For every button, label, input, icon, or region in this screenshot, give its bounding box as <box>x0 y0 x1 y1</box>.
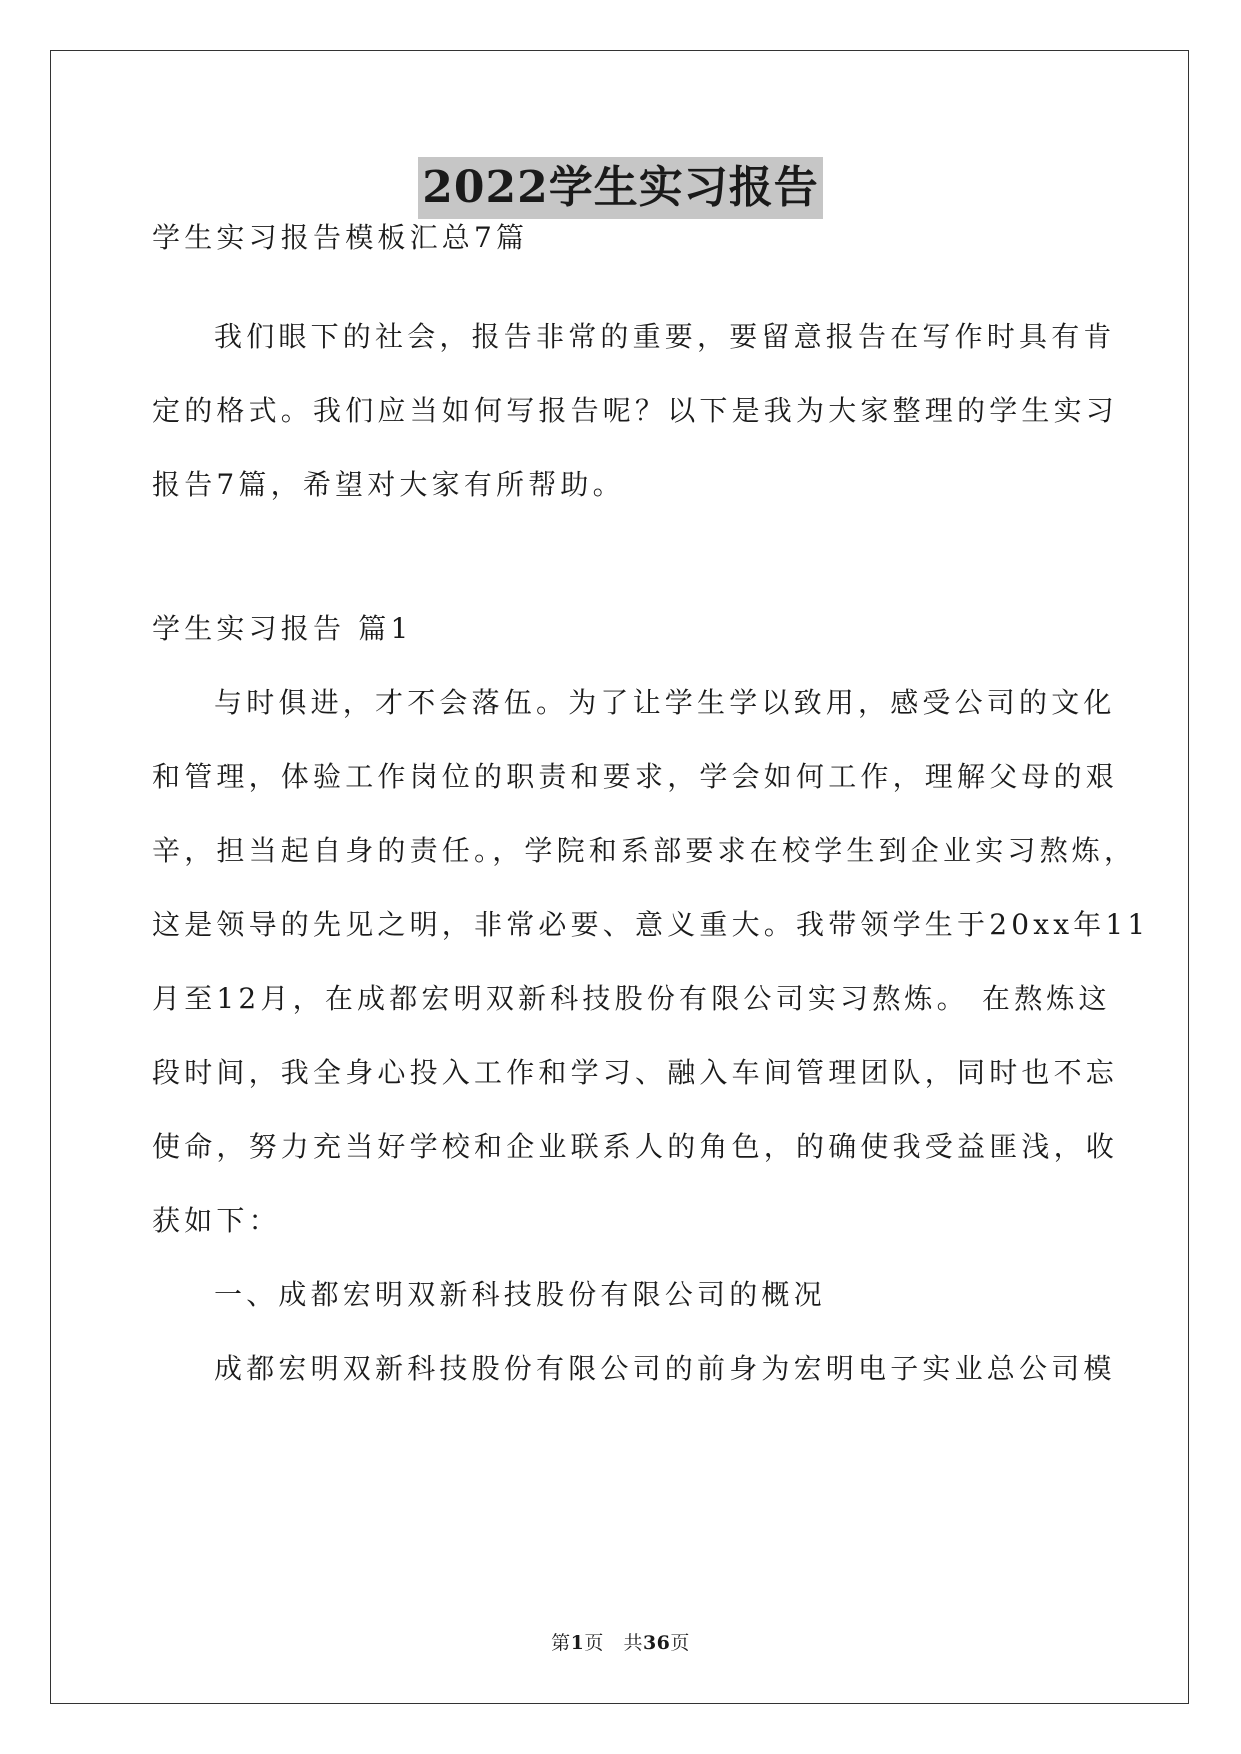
paragraph-line: 辛，担当起自身的责任。，学院和系部要求在校学生到企业实习熬炼， <box>152 834 1137 867</box>
current-page-number: 1 <box>570 1632 585 1654</box>
document-title: 2022学生实习报告 <box>418 157 822 219</box>
intro-line: 我们眼下的社会，报告非常的重要，要留意报告在写作时具有肯 <box>214 320 1116 353</box>
paragraph-line: 这是领导的先见之明，非常必要、意义重大。我带领学生于20xx年11 <box>152 908 1150 941</box>
paragraph-line: 月至12月，在成都宏明双新科技股份有限公司实习熬炼。 在熬炼这 <box>152 982 1111 1015</box>
document-subtitle: 学生实习报告模板汇总7篇 <box>152 221 529 254</box>
footer-suffix: 页 <box>670 1632 690 1654</box>
paragraph-line: 和管理，体验工作岗位的职责和要求，学会如何工作，理解父母的艰 <box>152 760 1119 793</box>
document-body <box>152 0 1150 1600</box>
paragraph-line: 获如下： <box>152 1204 281 1237</box>
paragraph-line: 成都宏明双新科技股份有限公司的前身为宏明电子实业总公司模 <box>214 1352 1116 1385</box>
section-heading: 学生实习报告 篇1 <box>152 612 413 645</box>
paragraph-line: 与时俱进，才不会落伍。为了让学生学以致用，感受公司的文化 <box>214 686 1116 719</box>
intro-line: 定的格式。我们应当如何写报告呢？以下是我为大家整理的学生实习 <box>152 394 1119 427</box>
total-page-number: 36 <box>642 1632 671 1654</box>
subheading: 一、成都宏明双新科技股份有限公司的概况 <box>214 1278 826 1311</box>
footer-prefix: 第 <box>551 1632 571 1654</box>
paragraph-line: 段时间，我全身心投入工作和学习、融入车间管理团队，同时也不忘 <box>152 1056 1119 1089</box>
page-footer <box>0 1628 1241 1655</box>
footer-mid: 页 共 <box>584 1632 643 1654</box>
paragraph-line: 使命，努力充当好学校和企业联系人的角色，的确使我受益匪浅，收 <box>152 1130 1119 1163</box>
intro-line: 报告7篇，希望对大家有所帮助。 <box>152 468 625 501</box>
